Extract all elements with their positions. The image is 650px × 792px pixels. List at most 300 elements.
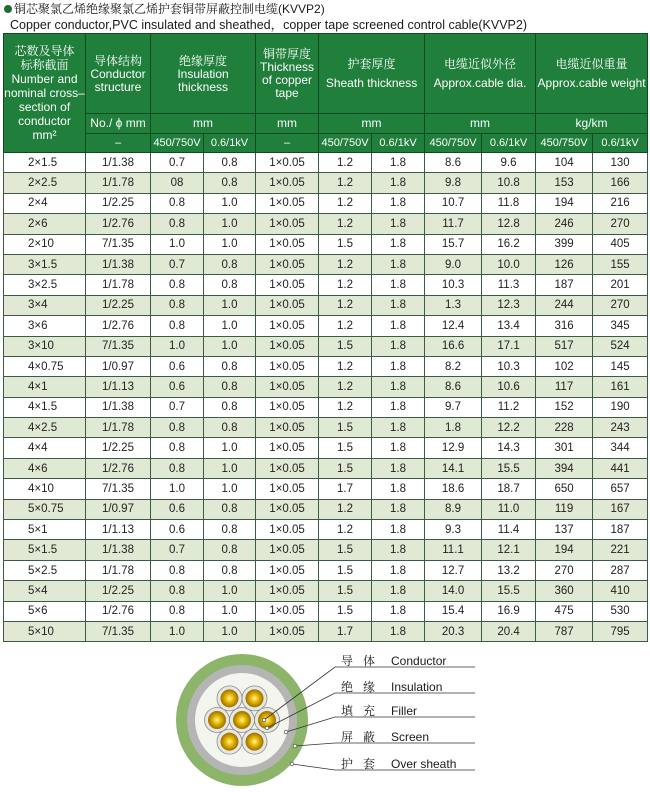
table-cell: 0.8 <box>151 458 204 478</box>
legend-label <box>341 755 456 772</box>
leader-dot <box>290 762 294 766</box>
table-cell: 216 <box>593 193 648 213</box>
table-cell: 1.2 <box>319 153 372 173</box>
table-cell: 1.0 <box>204 458 256 478</box>
table-cell: 1/2.25 <box>86 193 151 213</box>
table-cell: 7/1.35 <box>86 336 151 356</box>
table-cell: 1×0.05 <box>256 214 319 234</box>
table-cell: 1.0 <box>204 438 256 458</box>
table-row <box>4 316 648 336</box>
table-cell: 2×6 <box>4 214 86 234</box>
table-cell: 0.6 <box>151 377 204 397</box>
table-cell: 18.7 <box>482 479 536 499</box>
table-cell: 4×0.75 <box>4 356 86 376</box>
table-cell: 1.0 <box>151 479 204 499</box>
table-cell: 0.8 <box>151 316 204 336</box>
table-cell: 1.2 <box>319 356 372 376</box>
table-cell: 0.8 <box>204 377 256 397</box>
unit-conductor: No./ ϕ mm <box>86 114 151 134</box>
table-cell: 287 <box>593 560 648 580</box>
table-cell: 1/1.38 <box>86 153 151 173</box>
legend-label-en: Filler <box>391 704 417 718</box>
legend-label-cn: 填充 <box>341 704 386 718</box>
table-cell: 194 <box>536 540 593 560</box>
table-cell: 0.7 <box>151 254 204 274</box>
legend-label-cn: 屏蔽 <box>341 730 386 744</box>
table-cell: 1.8 <box>372 336 425 356</box>
unit-diameter: mm <box>425 114 536 134</box>
table-cell: 301 <box>536 438 593 458</box>
table-cell: 1.5 <box>319 560 372 580</box>
table-cell: 10.3 <box>425 275 482 295</box>
table-cell: 10.0 <box>482 254 536 274</box>
table-row <box>4 397 648 417</box>
legend-label-cn: 绝缘 <box>341 680 386 694</box>
table-cell: 2×2.5 <box>4 173 86 193</box>
table-cell: 152 <box>536 397 593 417</box>
header-insulation-thickness: 绝缘厚度 Insulation thickness <box>151 34 256 114</box>
table-cell: 399 <box>536 234 593 254</box>
table-row <box>4 418 648 438</box>
table-cell: 5×10 <box>4 621 86 641</box>
table-cell: 1.7 <box>319 479 372 499</box>
header-cross-section: 芯数及导体 标称截面 Number and nominal cross–section of conductor mm² <box>4 34 86 153</box>
table-cell: 12.7 <box>425 560 482 580</box>
table-cell: 4×2.5 <box>4 418 86 438</box>
sub-conductor: – <box>86 134 151 153</box>
table-cell: 3×6 <box>4 316 86 336</box>
table-row <box>4 601 648 621</box>
table-cell: 1.8 <box>372 193 425 213</box>
table-cell: 1×0.05 <box>256 458 319 478</box>
table-cell: 13.4 <box>482 316 536 336</box>
table-row <box>4 377 648 397</box>
table-cell: 104 <box>536 153 593 173</box>
table-cell: 0.7 <box>151 540 204 560</box>
table-cell: 7/1.35 <box>86 234 151 254</box>
table-cell: 1.8 <box>372 295 425 315</box>
table-cell: 5×6 <box>4 601 86 621</box>
table-cell: 1/1.38 <box>86 540 151 560</box>
table-cell: 0.7 <box>151 153 204 173</box>
table-row <box>4 621 648 641</box>
table-row <box>4 479 648 499</box>
table-cell: 1.2 <box>319 520 372 540</box>
table-cell: 0.6 <box>151 356 204 376</box>
table-row <box>4 540 648 560</box>
voltage-450-750: 450/750V <box>319 134 372 153</box>
table-cell: 517 <box>536 336 593 356</box>
table-cell: 16.2 <box>482 234 536 254</box>
table-cell: 787 <box>536 621 593 641</box>
table-cell: 1/2.25 <box>86 438 151 458</box>
table-cell: 1/2.76 <box>86 458 151 478</box>
table-cell: 0.6 <box>151 499 204 519</box>
header-cable-diameter: 电缆近似外径 Approx.cable dia. <box>425 34 536 114</box>
table-cell: 3×10 <box>4 336 86 356</box>
table-cell: 166 <box>593 173 648 193</box>
conductor-core <box>221 689 239 707</box>
table-cell: 1×0.05 <box>256 234 319 254</box>
table-cell: 194 <box>536 193 593 213</box>
table-cell: 1/2.76 <box>86 601 151 621</box>
table-cell: 1.5 <box>319 540 372 560</box>
table-cell: 1.8 <box>372 275 425 295</box>
table-cell: 12.4 <box>425 316 482 336</box>
table-cell: 1.5 <box>319 438 372 458</box>
table-cell: 1×0.05 <box>256 295 319 315</box>
legend-label <box>341 728 429 745</box>
table-cell: 1×0.05 <box>256 581 319 601</box>
table-cell: 126 <box>536 254 593 274</box>
table-cell: 1.0 <box>204 581 256 601</box>
table-cell: 0.8 <box>204 356 256 376</box>
table-cell: 394 <box>536 458 593 478</box>
table-cell: 270 <box>593 214 648 234</box>
table-cell: 1.5 <box>319 418 372 438</box>
table-cell: 2×10 <box>4 234 86 254</box>
table-cell: 10.8 <box>482 173 536 193</box>
table-cell: 1/1.78 <box>86 560 151 580</box>
table-cell: 9.8 <box>425 173 482 193</box>
table-cell: 08 <box>151 173 204 193</box>
leader-dot <box>284 730 288 734</box>
table-cell: 11.3 <box>482 275 536 295</box>
table-cell: 1.5 <box>319 458 372 478</box>
table-cell: 657 <box>593 479 648 499</box>
table-cell: 1.8 <box>372 397 425 417</box>
table-cell: 1/1.38 <box>86 397 151 417</box>
table-cell: 15.5 <box>482 458 536 478</box>
table-cell: 5×4 <box>4 581 86 601</box>
table-cell: 0.8 <box>151 418 204 438</box>
table-cell: 0.7 <box>151 397 204 417</box>
table-row <box>4 275 648 295</box>
table-cell: 1×0.05 <box>256 499 319 519</box>
table-cell: 1/1.78 <box>86 173 151 193</box>
table-cell: 1.0 <box>204 316 256 336</box>
table-cell: 0.8 <box>151 560 204 580</box>
table-cell: 1/2.76 <box>86 316 151 336</box>
table-cell: 1.8 <box>372 234 425 254</box>
table-cell: 1.8 <box>372 254 425 274</box>
table-cell: 221 <box>593 540 648 560</box>
voltage-0.6-1: 0.6/1kV <box>593 134 648 153</box>
table-cell: 102 <box>536 356 593 376</box>
table-cell: 1.8 <box>372 438 425 458</box>
table-cell: 117 <box>536 377 593 397</box>
conductor-core <box>208 711 226 729</box>
table-cell: 1.0 <box>204 214 256 234</box>
sub-copper-tape: – <box>256 134 319 153</box>
table-row <box>4 520 648 540</box>
voltage-0.6-1: 0.6/1kV <box>204 134 256 153</box>
legend-label <box>341 678 442 695</box>
table-cell: 1.0 <box>204 336 256 356</box>
table-cell: 243 <box>593 418 648 438</box>
table-cell: 1/1.78 <box>86 275 151 295</box>
table-cell: 316 <box>536 316 593 336</box>
table-cell: 17.1 <box>482 336 536 356</box>
voltage-450-750: 450/750V <box>425 134 482 153</box>
table-cell: 9.3 <box>425 520 482 540</box>
table-cell: 1.5 <box>319 336 372 356</box>
table-cell: 1/2.25 <box>86 581 151 601</box>
voltage-0.6-1: 0.6/1kV <box>372 134 425 153</box>
table-cell: 7/1.35 <box>86 621 151 641</box>
table-cell: 795 <box>593 621 648 641</box>
table-cell: 153 <box>536 173 593 193</box>
table-cell: 14.1 <box>425 458 482 478</box>
conductor-core <box>246 733 264 751</box>
table-row <box>4 214 648 234</box>
table-cell: 4×4 <box>4 438 86 458</box>
table-cell: 1/1.13 <box>86 377 151 397</box>
table-cell: 7/1.35 <box>86 479 151 499</box>
table-cell: 4×1.5 <box>4 397 86 417</box>
table-row <box>4 560 648 580</box>
table-cell: 16.9 <box>482 601 536 621</box>
table-cell: 9.6 <box>482 153 536 173</box>
table-cell: 1×0.05 <box>256 275 319 295</box>
table-cell: 441 <box>593 458 648 478</box>
title-chinese: 铜芯聚氯乙烯绝缘聚氯乙烯护套铜带屏蔽控制电缆(KVVP2) <box>14 2 325 16</box>
table-cell: 2×4 <box>4 193 86 213</box>
table-cell: 1.8 <box>372 173 425 193</box>
table-cell: 5×2.5 <box>4 560 86 580</box>
legend-label-en: Insulation <box>391 680 443 694</box>
table-cell: 1/2.76 <box>86 214 151 234</box>
header-sheath-thickness: 护套厚度 Sheath thickness <box>319 34 425 114</box>
header-cable-weight: 电缆近似重量 Approx.cable weight <box>536 34 648 114</box>
table-cell: 1.8 <box>372 377 425 397</box>
table-cell: 10.6 <box>482 377 536 397</box>
table-cell: 1.0 <box>204 295 256 315</box>
table-cell: 1×0.05 <box>256 316 319 336</box>
table-cell: 2×1.5 <box>4 153 86 173</box>
table-cell: 119 <box>536 499 593 519</box>
table-cell: 16.6 <box>425 336 482 356</box>
table-cell: 130 <box>593 153 648 173</box>
table-cell: 345 <box>593 316 648 336</box>
table-cell: 155 <box>593 254 648 274</box>
table-cell: 524 <box>593 336 648 356</box>
leader-dot <box>262 718 266 722</box>
unit-weight: kg/km <box>536 114 648 134</box>
table-cell: 20.4 <box>482 621 536 641</box>
conductor-core <box>246 689 264 707</box>
table-row <box>4 295 648 315</box>
table-cell: 1.0 <box>151 621 204 641</box>
table-cell: 1.8 <box>372 479 425 499</box>
table-cell: 405 <box>593 234 648 254</box>
table-cell: 1×0.05 <box>256 438 319 458</box>
table-cell: 360 <box>536 581 593 601</box>
table-cell: 10.3 <box>482 356 536 376</box>
table-cell: 0.8 <box>204 520 256 540</box>
page-title <box>4 2 325 17</box>
table-cell: 1×0.05 <box>256 621 319 641</box>
table-cell: 1.2 <box>319 397 372 417</box>
table-cell: 14.3 <box>482 438 536 458</box>
table-cell: 15.4 <box>425 601 482 621</box>
table-cell: 1.8 <box>372 540 425 560</box>
table-cell: 11.4 <box>482 520 536 540</box>
legend-label <box>341 702 417 719</box>
table-cell: 1.2 <box>319 499 372 519</box>
unit-sheath: mm <box>319 114 425 134</box>
table-cell: 20.3 <box>425 621 482 641</box>
table-cell: 0.8 <box>151 581 204 601</box>
table-cell: 0.8 <box>204 173 256 193</box>
table-row <box>4 173 648 193</box>
table-cell: 201 <box>593 275 648 295</box>
table-cell: 10.7 <box>425 193 482 213</box>
table-cell: 0.8 <box>204 275 256 295</box>
table-cell: 1.8 <box>372 499 425 519</box>
table-row <box>4 193 648 213</box>
table-cell: 13.2 <box>482 560 536 580</box>
table-row <box>4 234 648 254</box>
table-cell: 244 <box>536 295 593 315</box>
table-cell: 270 <box>593 295 648 315</box>
table-row <box>4 254 648 274</box>
leader-dot <box>265 726 269 730</box>
table-cell: 161 <box>593 377 648 397</box>
table-cell: 1×0.05 <box>256 193 319 213</box>
table-cell: 1×0.05 <box>256 540 319 560</box>
table-cell: 228 <box>536 418 593 438</box>
voltage-0.6-1: 0.6/1kV <box>482 134 536 153</box>
table-cell: 12.2 <box>482 418 536 438</box>
table-cell: 1.0 <box>204 621 256 641</box>
table-cell: 1×0.05 <box>256 173 319 193</box>
unit-insulation: mm <box>151 114 256 134</box>
header-conductor-structure: 导体结构 Conductor structure <box>86 34 151 114</box>
table-cell: 0.8 <box>204 397 256 417</box>
table-row <box>4 153 648 173</box>
table-cell: 246 <box>536 214 593 234</box>
table-cell: 12.1 <box>482 540 536 560</box>
table-cell: 1×0.05 <box>256 377 319 397</box>
table-cell: 0.8 <box>151 193 204 213</box>
table-cell: 1.8 <box>372 458 425 478</box>
table-cell: 187 <box>536 275 593 295</box>
table-cell: 11.8 <box>482 193 536 213</box>
cable-spec-table <box>3 33 648 642</box>
table-cell: 1×0.05 <box>256 601 319 621</box>
table-cell: 8.6 <box>425 153 482 173</box>
legend-label-cn: 导体 <box>341 654 386 668</box>
table-cell: 530 <box>593 601 648 621</box>
table-cell: 3×4 <box>4 295 86 315</box>
table-row <box>4 336 648 356</box>
table-cell: 1×0.05 <box>256 397 319 417</box>
table-cell: 1.0 <box>151 336 204 356</box>
table-cell: 1.2 <box>319 173 372 193</box>
table-cell: 15.7 <box>425 234 482 254</box>
table-cell: 0.8 <box>204 153 256 173</box>
table-cell: 1.3 <box>425 295 482 315</box>
legend-label-en: Over sheath <box>391 757 457 771</box>
table-cell: 1×0.05 <box>256 336 319 356</box>
table-cell: 4×10 <box>4 479 86 499</box>
table-cell: 1.2 <box>319 316 372 336</box>
table-cell: 1.8 <box>372 316 425 336</box>
table-cell: 1.8 <box>425 418 482 438</box>
table-cell: 5×1.5 <box>4 540 86 560</box>
table-cell: 11.1 <box>425 540 482 560</box>
legend-label-en: Conductor <box>391 654 447 668</box>
table-cell: 1/1.38 <box>86 254 151 274</box>
leader-dot <box>293 744 297 748</box>
table-cell: 8.6 <box>425 377 482 397</box>
table-cell: 145 <box>593 356 648 376</box>
unit-copper-tape: mm <box>256 114 319 134</box>
conductor-core <box>221 733 239 751</box>
table-cell: 8.9 <box>425 499 482 519</box>
table-cell: 1/0.97 <box>86 356 151 376</box>
table-cell: 1.8 <box>372 581 425 601</box>
table-cell: 1/0.97 <box>86 499 151 519</box>
table-cell: 1/1.13 <box>86 520 151 540</box>
voltage-450-750: 450/750V <box>151 134 204 153</box>
table-cell: 1.2 <box>319 377 372 397</box>
table-cell: 18.6 <box>425 479 482 499</box>
voltage-450-750: 450/750V <box>536 134 593 153</box>
page-subtitle: Copper conductor,PVC insulated and sheathed，copper tape screened control cable(KVVP2) <box>10 18 527 32</box>
table-cell: 1.5 <box>319 581 372 601</box>
table-cell: 3×1.5 <box>4 254 86 274</box>
table-cell: 1.8 <box>372 601 425 621</box>
table-cell: 8.2 <box>425 356 482 376</box>
table-cell: 0.8 <box>151 214 204 234</box>
table-cell: 0.8 <box>151 438 204 458</box>
table-cell: 410 <box>593 581 648 601</box>
table-cell: 1.0 <box>204 479 256 499</box>
table-cell: 1.5 <box>319 234 372 254</box>
table-body <box>4 153 648 642</box>
table-cell: 15.5 <box>482 581 536 601</box>
table-cell: 1.0 <box>204 234 256 254</box>
table-cell: 1×0.05 <box>256 254 319 274</box>
table-cell: 650 <box>536 479 593 499</box>
table-cell: 12.8 <box>482 214 536 234</box>
table-cell: 1.8 <box>372 560 425 580</box>
table-cell: 1.2 <box>319 214 372 234</box>
table-cell: 1.0 <box>151 234 204 254</box>
table-cell: 1.0 <box>204 193 256 213</box>
table-cell: 11.0 <box>482 499 536 519</box>
table-cell: 1×0.05 <box>256 418 319 438</box>
table-row <box>4 458 648 478</box>
conductor-core <box>233 711 251 729</box>
table-cell: 11.2 <box>482 397 536 417</box>
table-cell: 0.8 <box>151 275 204 295</box>
table-cell: 344 <box>593 438 648 458</box>
table-cell: 1.8 <box>372 153 425 173</box>
table-cell: 187 <box>593 520 648 540</box>
table-cell: 1.8 <box>372 621 425 641</box>
table-cell: 0.8 <box>204 499 256 519</box>
table-cell: 270 <box>536 560 593 580</box>
table-cell: 4×6 <box>4 458 86 478</box>
table-cell: 0.8 <box>151 601 204 621</box>
legend-label-en: Screen <box>391 730 430 744</box>
table-cell: 1.8 <box>372 214 425 234</box>
table-cell: 3×2.5 <box>4 275 86 295</box>
table-cell: 1.8 <box>372 418 425 438</box>
